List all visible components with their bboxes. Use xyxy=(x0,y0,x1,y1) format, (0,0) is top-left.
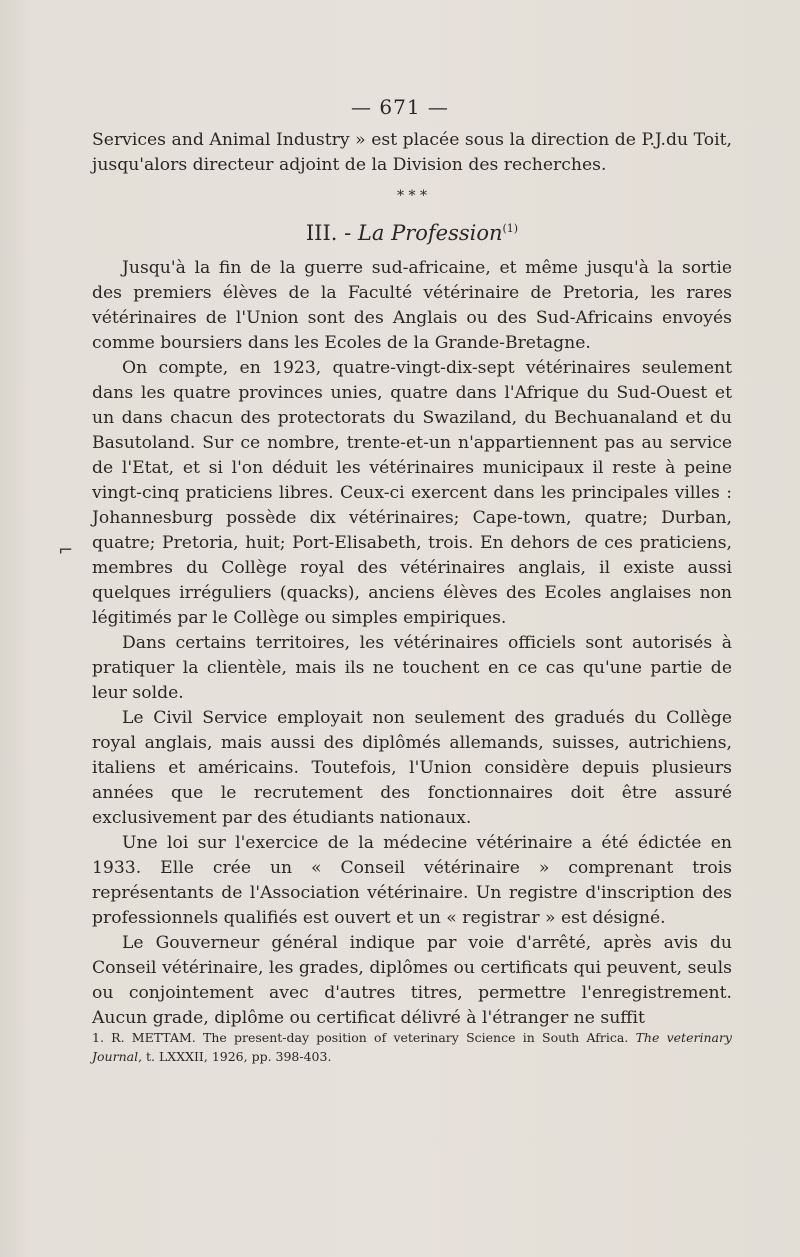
section-title xyxy=(92,216,732,246)
paragraph-6: Le Gouverneur général indique par voie d'arrêté, après avis du Conseil vétérinaire, les grades, diplômes ou certificats qui peuvent, seuls ou conjointement avec d'autres titres, permettre l'enregistrement. Aucun grade, diplôme ou certificat délivré à l'étranger ne suffit xyxy=(92,933,732,1028)
footnote xyxy=(92,1028,732,1066)
paragraph-1: Jusqu'à la fin de la guerre sud-africaine, et même jusqu'à la sortie des premiers élèves de la Faculté vétérinaire de Pretoria, les rares vétérinaires de l'Union sont des Anglais ou des Sud-Africains envoyés comme boursiers dans les Ecoles de la Grande-Bretagne. xyxy=(92,258,732,353)
section-separator: * * * xyxy=(397,188,427,204)
paragraph-5: Une loi sur l'exercice de la médecine vétérinaire a été édictée en 1933. Elle crée un « Conseil vétérinaire » comprenant trois représentants de l'Association vétérinaire. Un registre d'inscription des professionnels qualifiés est ouvert et un « registrar » est désigné. xyxy=(92,833,732,928)
section-title-text: La Profession xyxy=(357,221,503,245)
footnote-prefix: 1. R. METTAM. The present-day position of veterinary Science in South Africa. xyxy=(92,1030,629,1045)
paragraph-3: Dans certains territoires, les vétérinaires officiels sont autorisés à pratiquer la clientèle, mais ils ne touchent en ce cas qu'une partie de leur solde. xyxy=(92,633,732,703)
main-text xyxy=(92,128,732,1031)
footnote-reference: (1) xyxy=(502,222,519,235)
page-number: — 671 — xyxy=(351,95,449,119)
margin-annotation: ⌐ xyxy=(58,540,74,561)
section-numeral: III. - xyxy=(305,221,352,245)
paragraph-4: Le Civil Service employait non seulement des gradués du Collège royal anglais, mais aussi des diplômés allemands, suisses, autrichiens, italiens et américains. Toutefois, l'Union considère depuis plusieurs années que le recrutement des fonctionnaires doit être assuré exclusivement par des étudiants nationaux. xyxy=(92,708,732,828)
footnote-journal: The veterinary Journal xyxy=(92,1030,732,1064)
footnote-suffix: , t. LXXXII, 1926, pp. 398-403. xyxy=(138,1049,332,1064)
paragraph-2: On compte, en 1923, quatre-vingt-dix-sept vétérinaires seulement dans les quatre provinces unies, quatre dans l'Afrique du Sud-Ouest et un dans chacun des protectorats du Swaziland, du Bechuanaland et du Basutoland. Sur ce nombre, trente-et-un n'appartiennent pas au service de l'Etat, et si l'on déduit les vétérinaires municipaux il reste à peine vingt-cinq praticiens libres. Ceux-ci exercent dans les principales villes : Johannesburg possède dix vétérinaires; Cape-town, quatre; Durban, quatre; Pretoria, huit; Port-Elisabeth, trois. En dehors de ces praticiens, membres du Collège royal des vétérinaires anglais, il existe aussi quelques irréguliers (quacks), anciens élèves des Ecoles anglaises non légitimés par le Collège ou simples empiriques. xyxy=(92,358,732,628)
intro-paragraph: Services and Animal Industry » est placée sous la direction de P.J.du Toit, jusqu'alors directeur adjoint de la Division des recherches. xyxy=(92,130,732,175)
